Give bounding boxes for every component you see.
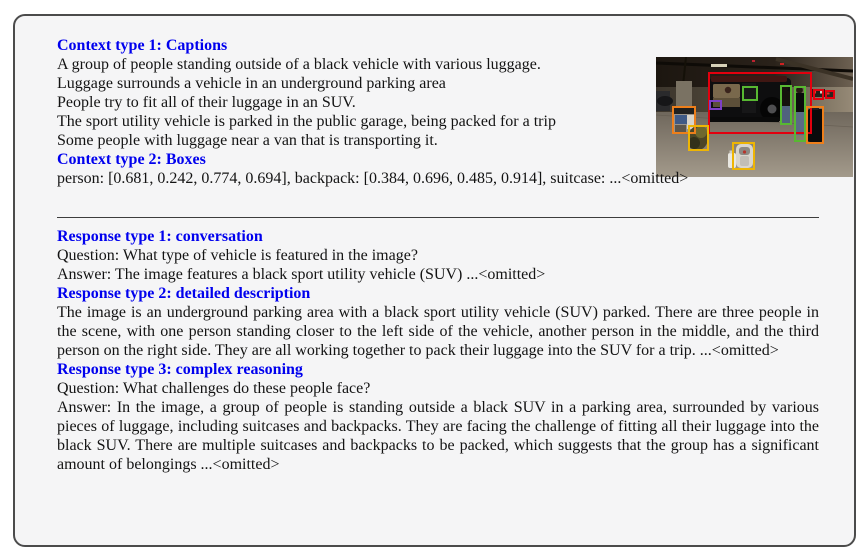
header-context-boxes: Context type 2: Boxes xyxy=(57,151,206,168)
section-divider xyxy=(57,217,819,218)
header-response-reasoning: Response type 3: complex reasoning xyxy=(57,361,303,378)
reasoning-answer: Answer: In the image, a group of people is standing outside a black SUV in a parking area, surrounded by various pieces of luggage, including suitcases and backpacks. They are facing the challenge of fitting all their luggage into the black SUV. There are multiple suitcases and backpacks to be packed, which suggests that the group has a significant amount of belongings ...<omitted> xyxy=(57,399,819,473)
caption-line: People try to fit all of their luggage in an SUV. xyxy=(57,94,356,111)
description-paragraph: The image is an underground parking area with a black sport utility vehicle (SUV) parked. There are three people in the scene, with one person standing closer to the left side of the vehicle, another person in the middle, and the third person on the right side. They are all working together to pack their luggage into the SUV for a trip. ...<omitted> xyxy=(57,304,819,359)
boxes-coordinates-line: person: [0.681, 0.242, 0.774, 0.694], backpack: [0.384, 0.696, 0.485, 0.914], suitcase: ...<omitted> xyxy=(57,170,689,187)
figure-panel xyxy=(13,14,856,547)
caption-list xyxy=(57,55,654,150)
bbox-car-far-red-2 xyxy=(825,90,835,98)
caption-line: Luggage surrounds a vehicle in an underground parking area xyxy=(57,75,446,92)
header-response-description: Response type 2: detailed description xyxy=(57,285,311,302)
header-context-captions: Context type 1: Captions xyxy=(57,37,228,54)
caption-line: Some people with luggage near a van that is transporting it. xyxy=(57,132,438,149)
conversation-answer: Answer: The image features a black sport utility vehicle (SUV) ...<omitted> xyxy=(57,266,546,283)
conversation-question: Question: What type of vehicle is featured in the image? xyxy=(57,247,418,264)
caption-line: A group of people standing outside of a black vehicle with various luggage. xyxy=(57,56,541,73)
figure-text xyxy=(57,36,819,474)
reasoning-question: Question: What challenges do these people face? xyxy=(57,380,371,397)
caption-line: The sport utility vehicle is parked in the public garage, being packed for a trip xyxy=(57,113,556,130)
header-response-conversation: Response type 1: conversation xyxy=(57,228,263,245)
